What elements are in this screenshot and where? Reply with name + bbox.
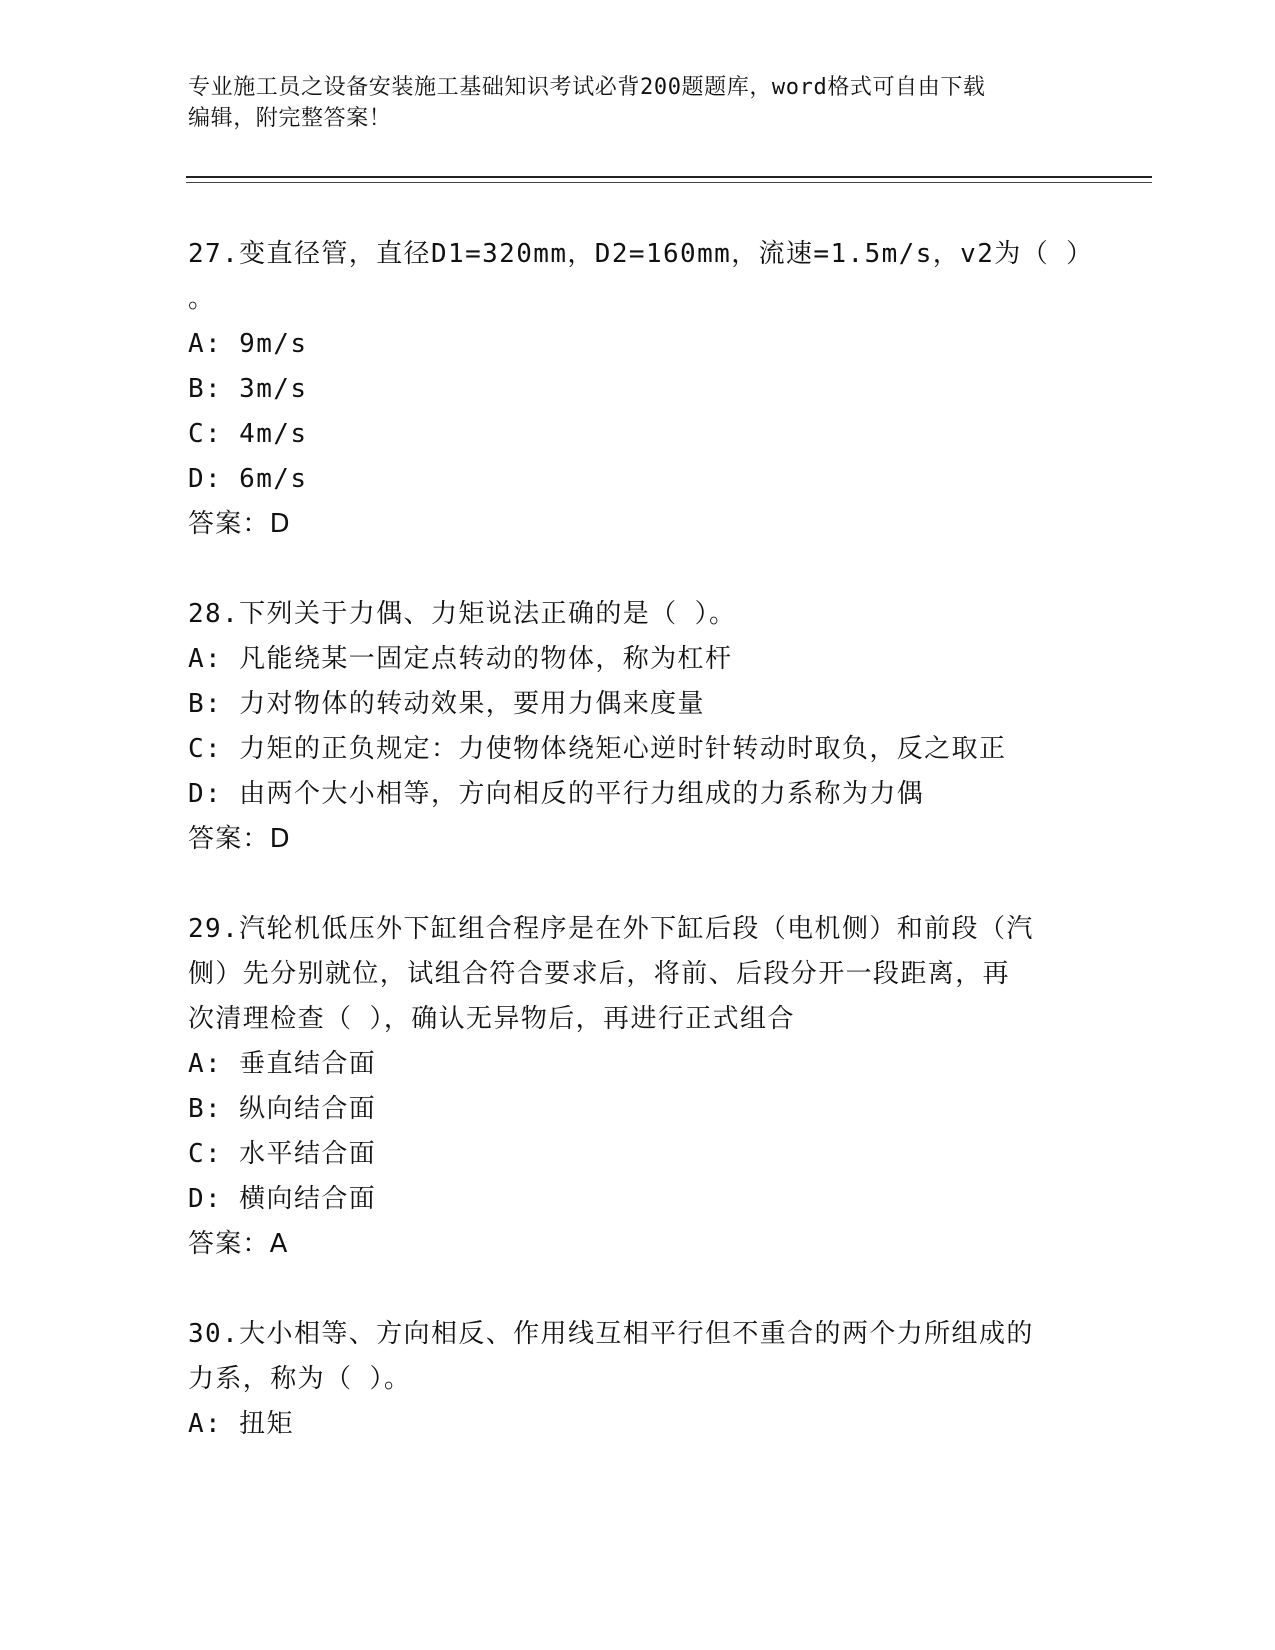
header-divider-thick: [186, 176, 1152, 178]
question-spacer: [188, 862, 1088, 907]
option-c: C: 4m/s: [188, 419, 308, 449]
question-27: [188, 232, 1094, 547]
document-header: [188, 72, 1088, 134]
option-a: A: 扭矩: [188, 1409, 294, 1439]
option-a: A: 9m/s: [188, 329, 308, 359]
question-stem-line: 。: [188, 284, 216, 314]
option-b: B: 力对物体的转动效果，要用力偶来度量: [188, 689, 705, 719]
question-spacer: [188, 1267, 1088, 1312]
answer-label: 答案：A: [188, 1229, 289, 1259]
option-c: C: 水平结合面: [188, 1139, 377, 1169]
question-30: [188, 1312, 1088, 1447]
question-spacer: [188, 547, 1088, 592]
option-d: D: 由两个大小相等，方向相反的平行力组成的力系称为力偶: [188, 779, 925, 809]
question-stem-line: 力系，称为（ ）。: [188, 1364, 412, 1394]
answer-label: 答案：D: [188, 824, 291, 854]
option-a: A: 垂直结合面: [188, 1049, 377, 1079]
option-b: B: 3m/s: [188, 374, 308, 404]
header-line-2: 编辑，附完整答案！: [188, 106, 392, 131]
answer-label: 答案：D: [188, 509, 291, 539]
option-b: B: 纵向结合面: [188, 1094, 377, 1124]
option-d: D: 6m/s: [188, 464, 308, 494]
option-d: D: 横向结合面: [188, 1184, 377, 1214]
question-stem-line: 27.变直径管，直径D1=320mm，D2=160mm，流速=1.5m/s，v2为（ ）: [188, 239, 1094, 269]
question-list: [188, 232, 1094, 1447]
question-stem-line: 30.大小相等、方向相反、作用线互相平行但不重合的两个力所组成的: [188, 1319, 1034, 1349]
header-line-1: 专业施工员之设备安装施工基础知识考试必背200题题库，word格式可自由下载: [188, 75, 986, 100]
option-a: A: 凡能绕某一固定点转动的物体，称为杠杆: [188, 644, 733, 674]
header-divider-thin: [186, 182, 1152, 183]
question-28: [188, 592, 1088, 862]
question-stem-line: 次清理检查（ ），确认无异物后，再进行正式组合: [188, 1004, 795, 1034]
question-29: [188, 907, 1088, 1267]
question-stem-line: 侧）先分别就位，试组合符合要求后，将前、后段分开一段距离，再: [188, 959, 1011, 989]
question-stem-line: 28.下列关于力偶、力矩说法正确的是（ ）。: [188, 599, 737, 629]
question-stem-line: 29.汽轮机低压外下缸组合程序是在外下缸后段（电机侧）和前段（汽: [188, 914, 1034, 944]
option-c: C: 力矩的正负规定：力使物体绕矩心逆时针转动时取负，反之取正: [188, 734, 1007, 764]
